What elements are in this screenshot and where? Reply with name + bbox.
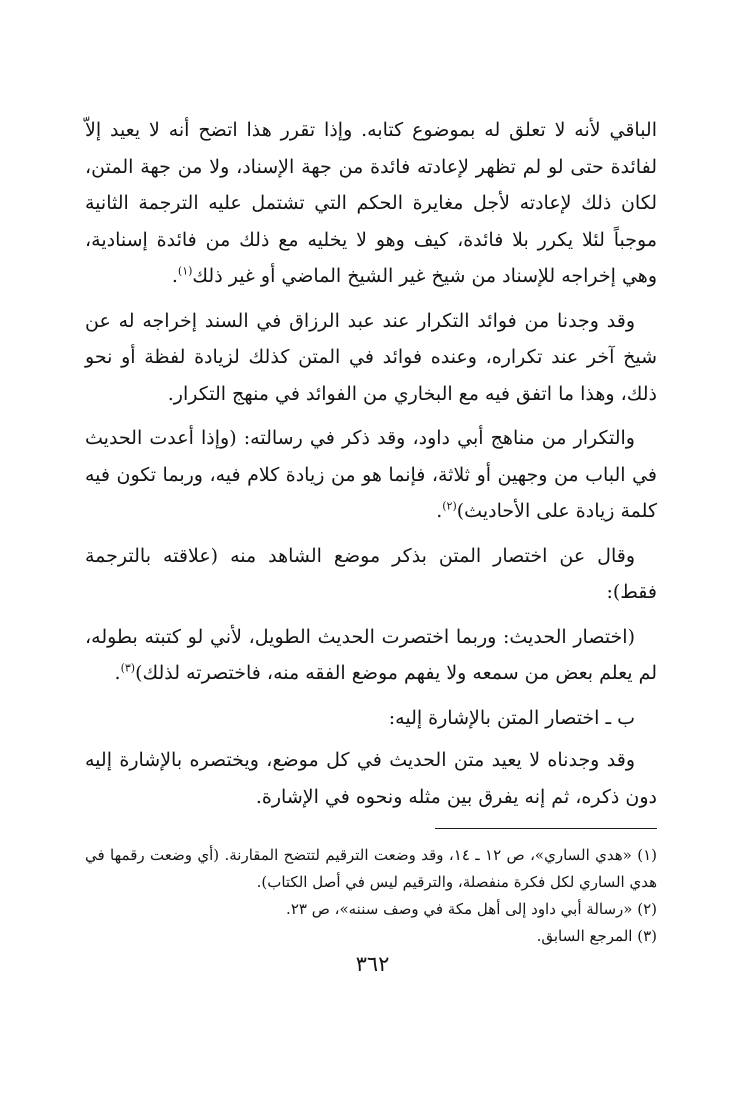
paragraph-1 bbox=[85, 112, 657, 295]
paragraph-5-text: (اختصار الحديث: وربما اختصرت الحديث الطويل، لأني لو كتبته بطوله، لم يعلم بعض من سمعه ولا يفهم موضع الفقه منه، فاختصرته لذلك) bbox=[85, 625, 657, 684]
paragraph-1-text: الباقي لأنه لا تعلق له بموضوع كتابه. وإذا تقرر هذا اتضح أنه لا يعيد إلاّ لفائدة حتى لو لم تظهر لإعادته فائدة من جهة الإسناد، ولا من جهة المتن، لكان ذلك لإعادته لأجل مغايرة الحكم التي تشتمل عليه الترجمة الثانية موجباً لئلا يكرر بلا فائدة، كيف وهو لا يخليه مع ذلك من فائدة إسنادية، وهي إخراجه للإسناد من شيخ غير الشيخ الماضي أو غير ذلك bbox=[85, 119, 657, 287]
footnote-2: (٢) «رسالة أبي داود إلى أهل مكة في وصف سننه»، ص ٢٣. bbox=[286, 900, 657, 918]
footnote-ref-2: (٢) bbox=[442, 499, 457, 513]
page-number: ٣٦٢ bbox=[355, 952, 390, 976]
footnote-ref-1: (١) bbox=[177, 264, 193, 278]
footnote-3: (٣) المرجع السابق. bbox=[536, 927, 657, 945]
section-heading bbox=[85, 700, 657, 737]
paragraph-3 bbox=[85, 420, 657, 530]
paragraph-7-text: وقد وجدناه لا يعيد متن الحديث في كل موضع، ويختصره بالإشارة إليه دون ذكره، ثم إنه يفرق بين مثله ونحوه في الإشارة. bbox=[85, 749, 657, 808]
paragraph-1-end: . bbox=[171, 265, 178, 287]
footnote-divider bbox=[435, 828, 657, 829]
main-text bbox=[85, 112, 657, 823]
footnotes bbox=[85, 842, 657, 950]
paragraph-4-text: وقال عن اختصار المتن بذكر موضع الشاهد منه (علاقته بالترجمة فقط): bbox=[85, 544, 657, 603]
section-heading-text: ب ـ اختصار المتن بالإشارة إليه: bbox=[388, 706, 635, 729]
paragraph-2-text: وقد وجدنا من فوائد التكرار عند عبد الرزاق في السند إخراجه له عن شيخ آخر عند تكراره، وعنده فوائد في المتن كذلك لزيادة لفظة أو نحو ذلك، وهذا ما اتفق فيه مع البخاري من الفوائد في منهج التكرار. bbox=[85, 309, 657, 405]
paragraph-3-end: . bbox=[436, 500, 443, 522]
footnote-1: (١) «هدي الساري»، ص ١٢ ـ ١٤، وقد وضعت الترقيم لتتضح المقارنة. (أي وضعت رقمها في هدي الساري لكل فكرة منفصلة، والترقيم ليس في أصل الكتاب). bbox=[85, 846, 657, 891]
paragraph-5-end: . bbox=[114, 662, 121, 684]
paragraph-2 bbox=[85, 303, 657, 413]
paragraph-3-text: والتكرار من مناهج أبي داود، وقد ذكر في رسالته: (وإذا أعدت الحديث في الباب من وجهين أو ثلاثة، فإنما هو من زيادة كلام فيه، وربما تكون فيه كلمة زيادة على الأحاديث) bbox=[85, 427, 657, 522]
paragraph-7 bbox=[85, 742, 657, 815]
paragraph-5 bbox=[85, 619, 657, 692]
paragraph-4 bbox=[85, 538, 657, 611]
footnote-ref-3: (٣) bbox=[120, 661, 136, 675]
